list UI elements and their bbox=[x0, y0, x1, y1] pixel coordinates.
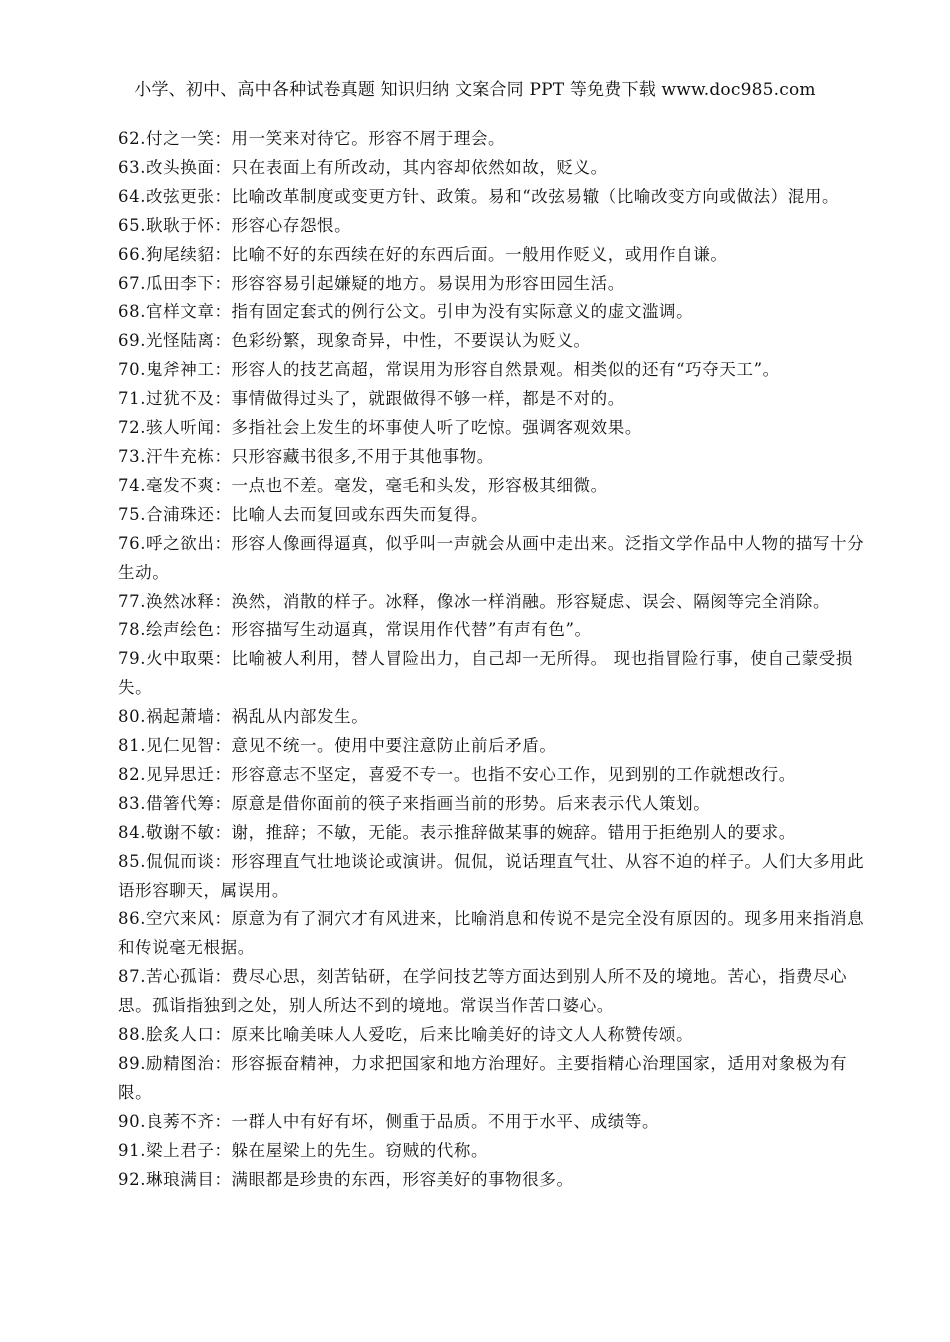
entry-definition: 形容理直气壮地谈论或演讲。侃侃，说话理直气壮、从容不迫的样子。人们大多用此语形容聊天，属误用。 bbox=[118, 851, 865, 900]
list-item bbox=[118, 356, 878, 385]
entry-term: 借箸代筹： bbox=[146, 793, 232, 813]
idiom-list bbox=[118, 125, 878, 1195]
entry-number: 85. bbox=[118, 851, 147, 871]
list-item bbox=[118, 819, 878, 848]
entry-definition: 费尽心思，刻苦钻研，在学问技艺等方面达到别人所不及的境地。苦心，指费尽心思。孤诣指独到之处，别人所达不到的境地。常误当作苦口婆心。 bbox=[118, 967, 848, 1016]
entry-number: 77. bbox=[118, 591, 147, 611]
list-item bbox=[118, 761, 878, 790]
entry-number: 82. bbox=[118, 764, 147, 784]
entry-number: 76. bbox=[118, 533, 147, 553]
entry-term: 祸起萧墙： bbox=[146, 707, 232, 727]
entry-term: 琳琅满目： bbox=[146, 1169, 232, 1189]
list-item bbox=[118, 1137, 878, 1166]
entry-term: 敬谢不敏： bbox=[146, 822, 232, 842]
list-item bbox=[118, 530, 878, 588]
entry-number: 81. bbox=[118, 736, 147, 756]
entry-term: 火中取栗： bbox=[146, 649, 232, 669]
entry-definition: 祸乱从内部发生。 bbox=[231, 707, 369, 727]
entry-definition: 比喻人去而复回或东西失而复得。 bbox=[231, 504, 489, 524]
entry-term: 苦心孤诣： bbox=[146, 967, 232, 987]
list-item bbox=[118, 645, 878, 703]
entry-definition: 形容人的技艺高超，常误用为形容自然景观。相类似的还有“巧夺天工”。 bbox=[231, 360, 780, 380]
entry-definition: 一点也不差。毫发，毫毛和头发，形容极其细微。 bbox=[231, 475, 608, 495]
list-item bbox=[118, 472, 878, 501]
entry-definition: 形容心存怨恨。 bbox=[231, 215, 352, 235]
entry-definition: 用一笑来对待它。形容不屑于理会。 bbox=[231, 129, 506, 148]
entry-term: 耿耿于怀： bbox=[146, 215, 232, 235]
entry-number: 67. bbox=[118, 273, 147, 293]
list-item bbox=[118, 905, 878, 963]
entry-definition: 只形容藏书很多,不用于其他事物。 bbox=[231, 446, 494, 466]
entry-number: 75. bbox=[118, 504, 147, 524]
entry-definition: 意见不统一。使用中要注意防止前后矛盾。 bbox=[231, 736, 557, 756]
list-item bbox=[118, 1021, 878, 1050]
entry-term: 官样文章： bbox=[146, 302, 232, 322]
entry-term: 毫发不爽： bbox=[146, 475, 232, 495]
list-item bbox=[118, 385, 878, 414]
entry-term: 付之一笑： bbox=[146, 129, 232, 148]
entry-definition: 形容容易引起嫌疑的地方。易误用为形容田园生活。 bbox=[231, 273, 625, 293]
list-item bbox=[118, 732, 878, 761]
entry-number: 62. bbox=[118, 129, 147, 148]
entry-definition: 只在表面上有所改动，其内容却依然如故，贬义。 bbox=[231, 157, 608, 177]
entry-term: 绘声绘色： bbox=[146, 620, 232, 640]
entry-definition: 比喻不好的东西续在好的东西后面。一般用作贬义，或用作自谦。 bbox=[231, 244, 728, 264]
entry-number: 92. bbox=[118, 1169, 147, 1189]
entry-number: 73. bbox=[118, 446, 147, 466]
list-item bbox=[118, 616, 878, 645]
list-item bbox=[118, 588, 878, 617]
entry-number: 90. bbox=[118, 1111, 147, 1131]
entry-definition: 比喻改革制度或变更方针、政策。易和“改弦易辙（比喻改变方向或做法）混用。 bbox=[231, 186, 840, 206]
entry-definition: 多指社会上发生的坏事使人听了吃惊。强调客观效果。 bbox=[231, 418, 642, 438]
entry-term: 见异思迁： bbox=[146, 764, 232, 784]
entry-number: 80. bbox=[118, 707, 147, 727]
entry-definition: 色彩纷繁，现象奇异，中性，不要误认为贬义。 bbox=[231, 331, 591, 351]
entry-term: 脍炙人口： bbox=[146, 1025, 232, 1045]
entry-term: 光怪陆离： bbox=[146, 331, 232, 351]
list-item bbox=[118, 125, 878, 154]
entry-definition: 躲在屋梁上的先生。窃贼的代称。 bbox=[231, 1140, 489, 1160]
entry-term: 呼之欲出： bbox=[146, 533, 232, 553]
entry-number: 63. bbox=[118, 157, 147, 177]
list-item bbox=[118, 1108, 878, 1137]
entry-definition: 涣然，消散的样子。冰释，像冰一样消融。形容疑虑、误会、隔阂等完全消除。 bbox=[231, 591, 831, 611]
list-item bbox=[118, 212, 878, 241]
entry-term: 汗牛充栋： bbox=[146, 446, 232, 466]
entry-definition: 形容意志不坚定，喜爱不专一。也指不安心工作，见到别的工作就想改行。 bbox=[231, 764, 796, 784]
entry-definition: 满眼都是珍贵的东西，形容美好的事物很多。 bbox=[231, 1169, 574, 1189]
list-item bbox=[118, 414, 878, 443]
list-item bbox=[118, 241, 878, 270]
list-item bbox=[118, 963, 878, 1021]
entry-number: 71. bbox=[118, 389, 147, 409]
list-item bbox=[118, 270, 878, 299]
entry-number: 66. bbox=[118, 244, 147, 264]
entry-definition: 形容描写生动逼真，常误用作代替”有声有色”。 bbox=[231, 620, 592, 640]
list-item bbox=[118, 443, 878, 472]
entry-number: 86. bbox=[118, 909, 147, 929]
entry-term: 鬼斧神工： bbox=[146, 360, 232, 380]
list-item bbox=[118, 790, 878, 819]
list-item bbox=[118, 848, 878, 906]
entry-number: 74. bbox=[118, 475, 147, 495]
entry-term: 良莠不齐： bbox=[146, 1111, 232, 1131]
entry-definition: 原意是借你面前的筷子来指画当前的形势。后来表示代人策划。 bbox=[231, 793, 711, 813]
entry-number: 89. bbox=[118, 1054, 147, 1073]
entry-number: 72. bbox=[118, 418, 147, 438]
entry-number: 88. bbox=[118, 1025, 147, 1045]
page-header: 小学、初中、高中各种试卷真题 知识归纳 文案合同 PPT 等免费下载 www.doc985.com bbox=[134, 80, 816, 100]
entry-definition: 比喻被人利用，替人冒险出力，自己却一无所得。 现也指冒险行事，使自己蒙受损失。 bbox=[118, 649, 853, 698]
entry-number: 83. bbox=[118, 793, 147, 813]
entry-term: 涣然冰释： bbox=[146, 591, 232, 611]
entry-term: 合浦珠还： bbox=[146, 504, 232, 524]
entry-definition: 事情做得过头了，就跟做得不够一样，都是不对的。 bbox=[231, 389, 625, 409]
entry-number: 70. bbox=[118, 360, 147, 380]
entry-term: 励精图治： bbox=[146, 1054, 232, 1073]
entry-term: 见仁见智： bbox=[146, 736, 232, 756]
list-item bbox=[118, 703, 878, 732]
entry-term: 骇人听闻： bbox=[146, 418, 232, 438]
entry-term: 改弦更张： bbox=[146, 186, 232, 206]
entry-number: 64. bbox=[118, 186, 147, 206]
entry-term: 空穴来风： bbox=[146, 909, 232, 929]
list-item bbox=[118, 1166, 878, 1195]
entry-number: 68. bbox=[118, 302, 147, 322]
entry-definition: 一群人中有好有坏，侧重于品质。不用于水平、成绩等。 bbox=[231, 1111, 660, 1131]
list-item bbox=[118, 501, 878, 530]
entry-number: 69. bbox=[118, 331, 147, 351]
entry-number: 87. bbox=[118, 967, 147, 987]
entry-term: 侃侃而谈： bbox=[146, 851, 232, 871]
list-item bbox=[118, 183, 878, 212]
entry-definition: 谢，推辞；不敏，无能。表示推辞做某事的婉辞。错用于拒绝别人的要求。 bbox=[231, 822, 796, 842]
entry-term: 过犹不及： bbox=[146, 389, 232, 409]
entry-definition: 形容振奋精神，力求把国家和地方治理好。主要指精心治理国家，适用对象极为有限。 bbox=[118, 1054, 848, 1102]
entry-number: 79. bbox=[118, 649, 147, 669]
entry-number: 78. bbox=[118, 620, 147, 640]
entry-term: 瓜田李下： bbox=[146, 273, 232, 293]
entry-number: 65. bbox=[118, 215, 147, 235]
entry-definition: 原意为有了洞穴才有风进来，比喻消息和传说不是完全没有原因的。现多用来指消息和传说毫无根据。 bbox=[118, 909, 865, 958]
entry-term: 狗尾续貂： bbox=[146, 244, 232, 264]
entry-term: 梁上君子： bbox=[146, 1140, 232, 1160]
entry-definition: 原来比喻美味人人爱吃，后来比喻美好的诗文人人称赞传颂。 bbox=[231, 1025, 694, 1045]
entry-number: 91. bbox=[118, 1140, 147, 1160]
entry-term: 改头换面： bbox=[146, 157, 232, 177]
list-item bbox=[118, 154, 878, 183]
entry-definition: 形容人像画得逼真，似乎叫一声就会从画中走出来。泛指文学作品中人物的描写十分生动。 bbox=[118, 533, 865, 582]
list-item bbox=[118, 1050, 878, 1108]
list-item bbox=[118, 327, 878, 356]
entry-number: 84. bbox=[118, 822, 147, 842]
list-item bbox=[118, 298, 878, 327]
entry-definition: 指有固定套式的例行公文。引申为没有实际意义的虚文滥调。 bbox=[231, 302, 694, 322]
